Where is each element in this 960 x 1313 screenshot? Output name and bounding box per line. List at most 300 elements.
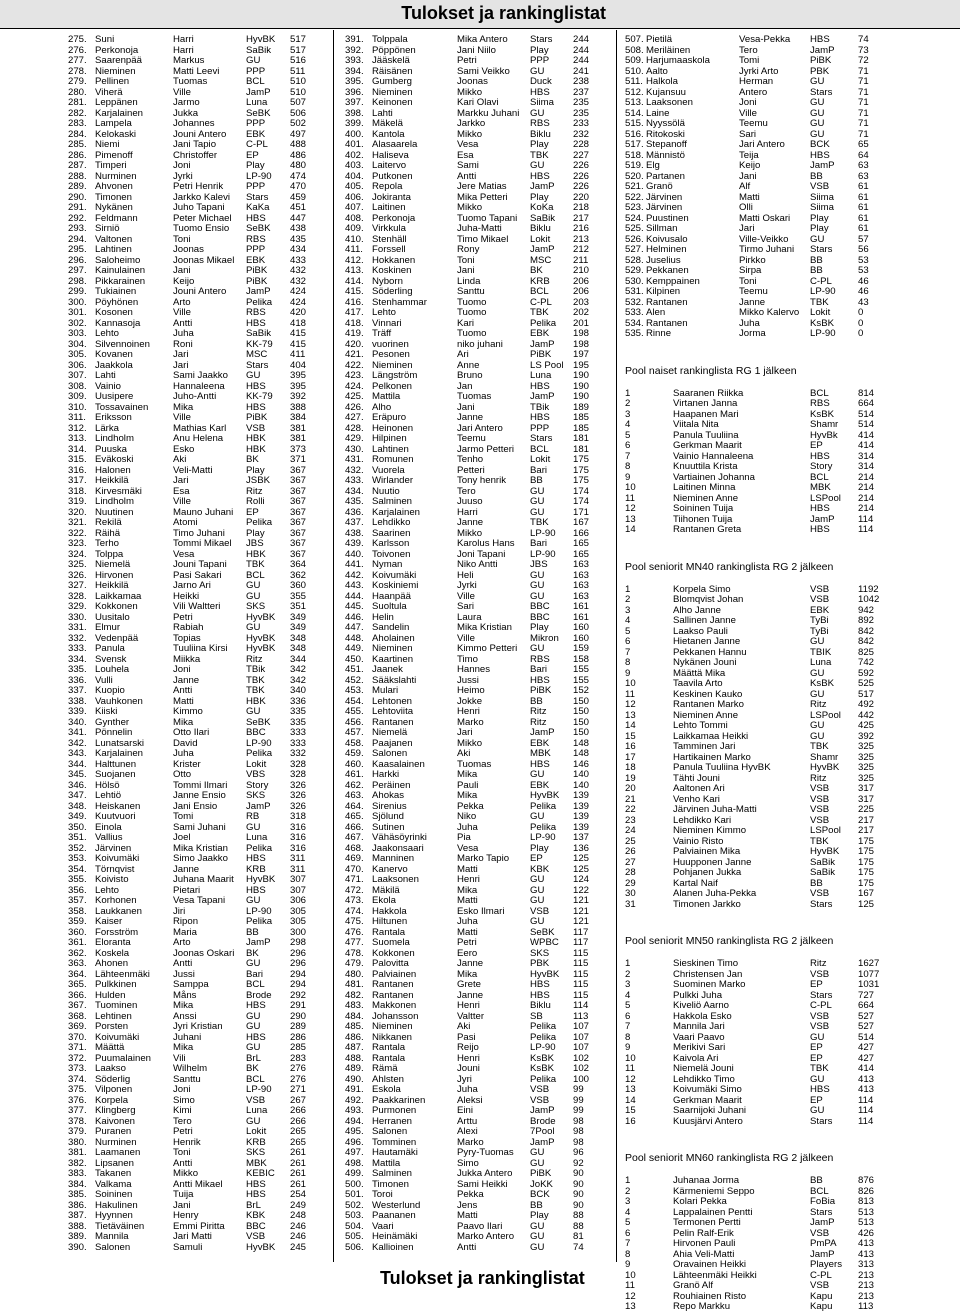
surname: Mattila bbox=[372, 391, 401, 402]
surname: Koivusalo bbox=[646, 233, 688, 245]
club: MBK bbox=[530, 748, 551, 759]
section-row bbox=[625, 795, 895, 806]
section-row bbox=[625, 837, 895, 848]
points: 63 bbox=[858, 170, 869, 182]
club: Play bbox=[530, 191, 549, 203]
rank: 9 bbox=[625, 1042, 631, 1053]
rank: 505. bbox=[345, 1231, 364, 1242]
ranking-row bbox=[345, 98, 590, 109]
section-row bbox=[625, 1218, 895, 1229]
points: 438 bbox=[290, 223, 307, 234]
club: MBK bbox=[246, 1157, 267, 1169]
points: 1031 bbox=[858, 979, 880, 990]
points: 442 bbox=[858, 709, 875, 721]
points: 328 bbox=[290, 758, 307, 770]
ranking-row bbox=[68, 1148, 318, 1159]
rank: 444. bbox=[345, 590, 364, 602]
club: GU bbox=[246, 622, 261, 633]
club: LP-90 bbox=[246, 905, 272, 917]
rank: 354. bbox=[68, 863, 87, 875]
points: 65 bbox=[858, 139, 869, 150]
surname: Eloranta bbox=[95, 937, 131, 948]
first-name: Jani bbox=[457, 265, 475, 276]
first-name: Miikka bbox=[173, 653, 201, 665]
club: BrL bbox=[246, 1052, 261, 1064]
surname: Nieminen bbox=[95, 65, 136, 77]
first-name: Mika bbox=[457, 884, 478, 896]
points: 61 bbox=[858, 181, 869, 192]
club: BCL bbox=[530, 286, 549, 297]
club: HBK bbox=[246, 443, 266, 455]
club: JamP bbox=[530, 181, 555, 192]
surname: Makkonen bbox=[372, 1000, 417, 1011]
points: 351 bbox=[290, 601, 307, 612]
points: 514 bbox=[858, 1031, 875, 1043]
club: TBK bbox=[246, 674, 265, 686]
surname: Lahtinen bbox=[95, 244, 132, 255]
rank: 487. bbox=[345, 1042, 364, 1053]
club: Story bbox=[246, 779, 269, 791]
rank: 11 bbox=[625, 492, 635, 504]
points: 232 bbox=[573, 128, 590, 140]
player-name: Viitala Nita bbox=[673, 419, 719, 430]
ranking-row bbox=[68, 140, 318, 151]
player-name: Sieskinen Timo bbox=[673, 958, 739, 969]
surname: Pönnelin bbox=[95, 727, 133, 738]
club: LP-90 bbox=[810, 286, 836, 297]
first-name: Toni bbox=[173, 233, 191, 245]
first-name: Joonas Mikael bbox=[173, 254, 235, 266]
club: GU bbox=[530, 160, 545, 171]
rank: 449. bbox=[345, 643, 364, 654]
points: 355 bbox=[290, 590, 307, 602]
ranking-row bbox=[345, 203, 590, 214]
points: 115 bbox=[573, 979, 589, 990]
first-name: Esko bbox=[173, 443, 195, 455]
first-name: Vesa bbox=[457, 139, 479, 150]
surname: Salonen bbox=[95, 1241, 131, 1253]
ranking-row bbox=[68, 1232, 318, 1243]
first-name: Laura bbox=[457, 611, 482, 623]
surname: Pekkanen bbox=[646, 265, 689, 276]
points: 53 bbox=[858, 265, 869, 276]
surname: Johansson bbox=[372, 1010, 419, 1022]
surname: Heikkilä bbox=[95, 580, 129, 591]
rank: 380. bbox=[68, 1136, 87, 1148]
ranking-row bbox=[345, 539, 590, 550]
rank: 2 bbox=[625, 1185, 631, 1197]
ranking-row bbox=[345, 644, 590, 655]
first-name: Tuomas bbox=[457, 391, 492, 402]
points: 181 bbox=[573, 433, 590, 444]
first-name: Tuomo bbox=[457, 307, 487, 318]
first-name: Timo bbox=[457, 653, 478, 665]
points: 314 bbox=[858, 461, 875, 472]
club: Biklu bbox=[530, 1000, 551, 1011]
points: 71 bbox=[858, 76, 869, 87]
rank: 482. bbox=[345, 989, 364, 1001]
rank: 459. bbox=[345, 748, 364, 759]
ranking-row bbox=[68, 749, 318, 760]
club: BBC bbox=[530, 601, 550, 612]
rank: 322. bbox=[68, 527, 87, 539]
points: 388 bbox=[290, 401, 307, 413]
points: 121 bbox=[573, 916, 590, 927]
first-name: Jani bbox=[173, 1199, 191, 1211]
section-title: Pool seniorit MN50 rankinglista RG 2 jälkeen bbox=[625, 935, 834, 947]
points: 314 bbox=[858, 450, 875, 462]
club: GU bbox=[530, 1220, 545, 1232]
points: 348 bbox=[290, 643, 307, 654]
surname: Svensk bbox=[95, 653, 127, 665]
rank: 338. bbox=[68, 695, 87, 707]
club: HBS bbox=[810, 1084, 830, 1095]
surname: Kilpinen bbox=[646, 286, 681, 297]
first-name: Joel bbox=[173, 832, 191, 843]
club: JamP bbox=[246, 800, 271, 812]
first-name: Pekka bbox=[457, 1189, 484, 1200]
section-row bbox=[625, 690, 895, 701]
club: LP-90 bbox=[530, 832, 556, 843]
surname: Eskola bbox=[372, 1084, 401, 1095]
club: Pelika bbox=[246, 842, 273, 854]
ranking-row bbox=[68, 560, 318, 571]
rank: 18 bbox=[625, 762, 636, 773]
first-name: Matti Oskari bbox=[739, 212, 791, 224]
first-name: Timo Juhani bbox=[173, 527, 225, 539]
surname: Keinonen bbox=[372, 97, 413, 108]
ranking-row bbox=[345, 1148, 590, 1159]
ranking-section bbox=[625, 1151, 895, 1313]
club: TBK bbox=[246, 685, 265, 696]
club: EBK bbox=[246, 254, 266, 266]
points: 99 bbox=[573, 1105, 584, 1116]
club: Play bbox=[810, 212, 829, 224]
section-row bbox=[625, 679, 895, 690]
rank: 394. bbox=[345, 65, 364, 77]
points: 150 bbox=[573, 706, 590, 717]
points: 413 bbox=[858, 1084, 875, 1095]
points: 325 bbox=[858, 772, 875, 784]
ranking-row bbox=[345, 350, 590, 361]
rank: 8 bbox=[625, 1031, 631, 1043]
section-row bbox=[625, 637, 895, 648]
club: KsBK bbox=[530, 1052, 554, 1064]
club: GU bbox=[810, 107, 825, 119]
section-row bbox=[625, 774, 895, 785]
points: 1627 bbox=[858, 958, 880, 969]
player-name: Pelin Ralf-Erik bbox=[673, 1227, 734, 1239]
club: BB bbox=[810, 265, 823, 276]
first-name: Janne bbox=[457, 412, 484, 423]
club: SaBik bbox=[530, 212, 556, 224]
rank: 342. bbox=[68, 737, 87, 749]
surname: Kovanen bbox=[95, 349, 133, 360]
surname: Kuopio bbox=[95, 685, 125, 696]
rank: 438. bbox=[345, 527, 364, 539]
rank: 375. bbox=[68, 1084, 87, 1095]
first-name: Tony henrik bbox=[457, 475, 507, 486]
first-name: Joni Tapani bbox=[457, 548, 506, 560]
points: 56 bbox=[858, 244, 869, 255]
points: 395 bbox=[290, 380, 307, 392]
points: 189 bbox=[573, 401, 590, 413]
ranking-row bbox=[68, 770, 318, 781]
column-divider bbox=[333, 30, 334, 1262]
first-name: Joonas bbox=[457, 76, 488, 87]
points: 727 bbox=[858, 989, 875, 1001]
surname: Pimenoff bbox=[95, 149, 133, 161]
rank: 516. bbox=[625, 128, 644, 140]
section-title: Pool seniorit MN60 rankinglista RG 2 jälkeen bbox=[625, 1152, 834, 1164]
first-name: Mika Antero bbox=[457, 34, 508, 45]
ranking-row bbox=[68, 686, 318, 697]
ranking-row bbox=[345, 854, 590, 865]
rank: 508. bbox=[625, 44, 644, 56]
club: Luna bbox=[246, 97, 268, 108]
rank: 356. bbox=[68, 884, 87, 896]
surname: Lindholm bbox=[95, 433, 134, 444]
first-name: Valtter bbox=[457, 1010, 485, 1022]
rank: 13 bbox=[625, 709, 636, 721]
points: 876 bbox=[858, 1175, 875, 1186]
rank: 334. bbox=[68, 653, 87, 665]
first-name: Jarkko Kalevi bbox=[173, 191, 231, 203]
first-name: Ari bbox=[457, 349, 469, 360]
club: C-PL bbox=[246, 139, 268, 150]
player-name: Korpela Simo bbox=[673, 583, 731, 595]
section-row bbox=[625, 700, 895, 711]
club: SKS bbox=[246, 1147, 266, 1158]
first-name: Alexi bbox=[457, 1126, 478, 1137]
rank: 409. bbox=[345, 223, 364, 234]
rank: 14 bbox=[625, 1094, 636, 1106]
player-name: Nieminen Anne bbox=[673, 492, 739, 504]
ranking-row bbox=[345, 434, 590, 445]
first-name: Matti bbox=[457, 926, 478, 938]
club: KK-79 bbox=[246, 391, 273, 402]
points: 435 bbox=[290, 233, 307, 245]
surname: Halkola bbox=[646, 76, 678, 87]
points: 516 bbox=[290, 55, 307, 66]
rank: 464. bbox=[345, 800, 364, 812]
ranking-row bbox=[345, 329, 590, 340]
rank: 11 bbox=[625, 1280, 635, 1291]
section-row bbox=[625, 504, 895, 515]
club: Stars bbox=[246, 191, 269, 203]
club: PiBK bbox=[246, 265, 268, 276]
section-row bbox=[625, 606, 895, 617]
rank: 16 bbox=[625, 741, 636, 752]
surname: Toivonen bbox=[372, 548, 411, 560]
surname: Partanen bbox=[646, 170, 685, 182]
first-name: Arto bbox=[173, 937, 191, 948]
club: GU bbox=[530, 643, 545, 654]
rank: 9 bbox=[625, 471, 631, 483]
first-name: Harri bbox=[173, 44, 194, 56]
first-name: Janne bbox=[739, 296, 766, 308]
surname: Kemppainen bbox=[646, 275, 700, 287]
club: BB bbox=[246, 926, 259, 938]
first-name: Matti bbox=[457, 895, 478, 906]
points: 190 bbox=[573, 370, 590, 381]
points: 349 bbox=[290, 611, 307, 623]
first-name: Juho Tapani bbox=[173, 202, 225, 213]
first-name: Aki bbox=[457, 748, 471, 759]
player-name: Keskinen Kauko bbox=[673, 688, 743, 700]
club: JamP bbox=[246, 937, 271, 948]
surname: Kainulainen bbox=[95, 265, 146, 276]
first-name: Mathias Karl bbox=[173, 422, 227, 434]
surname: Elg bbox=[646, 160, 660, 171]
points: 81 bbox=[573, 1231, 584, 1242]
surname: Niemelä bbox=[95, 559, 131, 570]
section-row bbox=[625, 1187, 895, 1198]
first-name: Aki bbox=[173, 454, 187, 465]
player-name: Lehdikko Kari bbox=[673, 814, 732, 826]
club: GU bbox=[810, 76, 825, 87]
points: 90 bbox=[573, 1199, 584, 1211]
ranking-row bbox=[68, 728, 318, 739]
rank: 485. bbox=[345, 1021, 364, 1032]
ranking-row bbox=[68, 623, 318, 634]
surname: Meriläinen bbox=[646, 44, 691, 56]
surname: Gumberg bbox=[372, 76, 412, 87]
points: 433 bbox=[290, 254, 307, 266]
section-row bbox=[625, 627, 895, 638]
rank: 443. bbox=[345, 580, 364, 591]
first-name: Pyry-Tuomas bbox=[457, 1147, 514, 1158]
first-name: Antero bbox=[739, 86, 768, 98]
first-name: Esa bbox=[457, 149, 474, 161]
rank: 311. bbox=[68, 412, 86, 423]
club: Siima bbox=[810, 202, 834, 213]
ranking-row bbox=[68, 1022, 318, 1033]
first-name: Jukka Antero bbox=[457, 1168, 513, 1179]
first-name: Juhana Maarit bbox=[173, 874, 234, 885]
club: LP-90 bbox=[810, 328, 836, 339]
points: 517 bbox=[858, 688, 875, 700]
section-row bbox=[625, 525, 895, 536]
club: JamP bbox=[810, 1217, 835, 1228]
player-name: Palviainen Mika bbox=[673, 846, 741, 857]
club: Pelika bbox=[530, 1021, 557, 1032]
rank: 369. bbox=[68, 1021, 87, 1032]
club: GU bbox=[530, 769, 545, 780]
points: 265 bbox=[290, 1126, 307, 1137]
points: 43 bbox=[858, 296, 869, 308]
club: GU bbox=[530, 569, 545, 581]
player-name: Lehdikko Timo bbox=[673, 1073, 735, 1085]
first-name: Vili bbox=[173, 1052, 186, 1064]
section-row bbox=[625, 1054, 895, 1065]
rank: 429. bbox=[345, 433, 364, 444]
surname: Purmonen bbox=[372, 1105, 417, 1116]
rank: 456. bbox=[345, 716, 364, 728]
first-name: Tero bbox=[739, 44, 758, 56]
first-name: Ville bbox=[173, 412, 191, 423]
rank: 522. bbox=[625, 191, 644, 203]
club: KsBK bbox=[810, 678, 834, 689]
rank: 427. bbox=[345, 412, 364, 423]
club: GU bbox=[246, 1115, 261, 1127]
surname: Lindholm bbox=[95, 496, 134, 507]
rank: 403. bbox=[345, 160, 364, 171]
first-name: Jari bbox=[173, 349, 189, 360]
club: GU bbox=[530, 590, 545, 602]
points: 292 bbox=[290, 989, 307, 1001]
surname: Järvinen bbox=[95, 842, 132, 854]
ranking-row bbox=[345, 140, 590, 151]
rank: 495. bbox=[345, 1126, 364, 1137]
points: 480 bbox=[290, 160, 307, 171]
club: BB bbox=[810, 1175, 823, 1186]
points: 514 bbox=[858, 408, 875, 420]
points: 513 bbox=[858, 1206, 875, 1218]
club: HyvBK bbox=[810, 762, 840, 773]
surname: Nuutinen bbox=[95, 506, 134, 518]
column-divider bbox=[616, 30, 617, 1262]
surname: Kannasoja bbox=[95, 317, 141, 329]
surname: Nieminen bbox=[372, 86, 413, 98]
rank: 301. bbox=[68, 307, 87, 318]
points: 227 bbox=[573, 149, 590, 161]
points: 198 bbox=[573, 328, 590, 339]
rank: 330. bbox=[68, 611, 87, 623]
surname: Kaartinen bbox=[372, 653, 414, 665]
points: 261 bbox=[290, 1157, 307, 1169]
points: 432 bbox=[290, 275, 307, 287]
points: 244 bbox=[573, 34, 590, 45]
surname: Rantala bbox=[372, 1042, 406, 1053]
surname: Lunatsarski bbox=[95, 737, 145, 749]
club: BB bbox=[530, 695, 543, 707]
player-name: Pohjanen Jukka bbox=[673, 867, 742, 878]
club: KBK bbox=[530, 863, 550, 875]
first-name: Juho-Antti bbox=[173, 391, 217, 402]
rank: 350. bbox=[68, 821, 87, 833]
club: Play bbox=[246, 160, 265, 171]
surname: Pulkkinen bbox=[95, 979, 137, 990]
surname: Virkkula bbox=[372, 223, 406, 234]
rank: 480. bbox=[345, 968, 364, 980]
club: Ritz bbox=[246, 485, 263, 497]
first-name: Marko Tapio bbox=[457, 853, 510, 864]
club: EP bbox=[530, 853, 543, 864]
first-name: Henry bbox=[173, 1210, 199, 1221]
rank: 396. bbox=[345, 86, 364, 98]
rank: 477. bbox=[345, 937, 364, 948]
surname: Timonen bbox=[372, 1178, 409, 1190]
rank: 9 bbox=[625, 667, 631, 679]
surname: Repola bbox=[372, 181, 403, 192]
club: HBS bbox=[246, 884, 266, 896]
rank: 359. bbox=[68, 916, 87, 927]
section-row bbox=[625, 1239, 895, 1250]
surname: Koivumäki bbox=[95, 1031, 140, 1043]
section-row bbox=[625, 431, 895, 442]
surname: Nyyssölä bbox=[646, 118, 685, 129]
first-name: Olli bbox=[739, 202, 753, 213]
first-name: Jokke bbox=[457, 695, 483, 707]
club: Play bbox=[530, 622, 549, 633]
surname: Kujansuu bbox=[646, 86, 687, 98]
club: JamP bbox=[810, 160, 835, 171]
club: VSB bbox=[810, 583, 830, 595]
ranking-row bbox=[625, 308, 895, 319]
rank: 23 bbox=[625, 814, 636, 826]
rank: 12 bbox=[625, 1073, 636, 1085]
